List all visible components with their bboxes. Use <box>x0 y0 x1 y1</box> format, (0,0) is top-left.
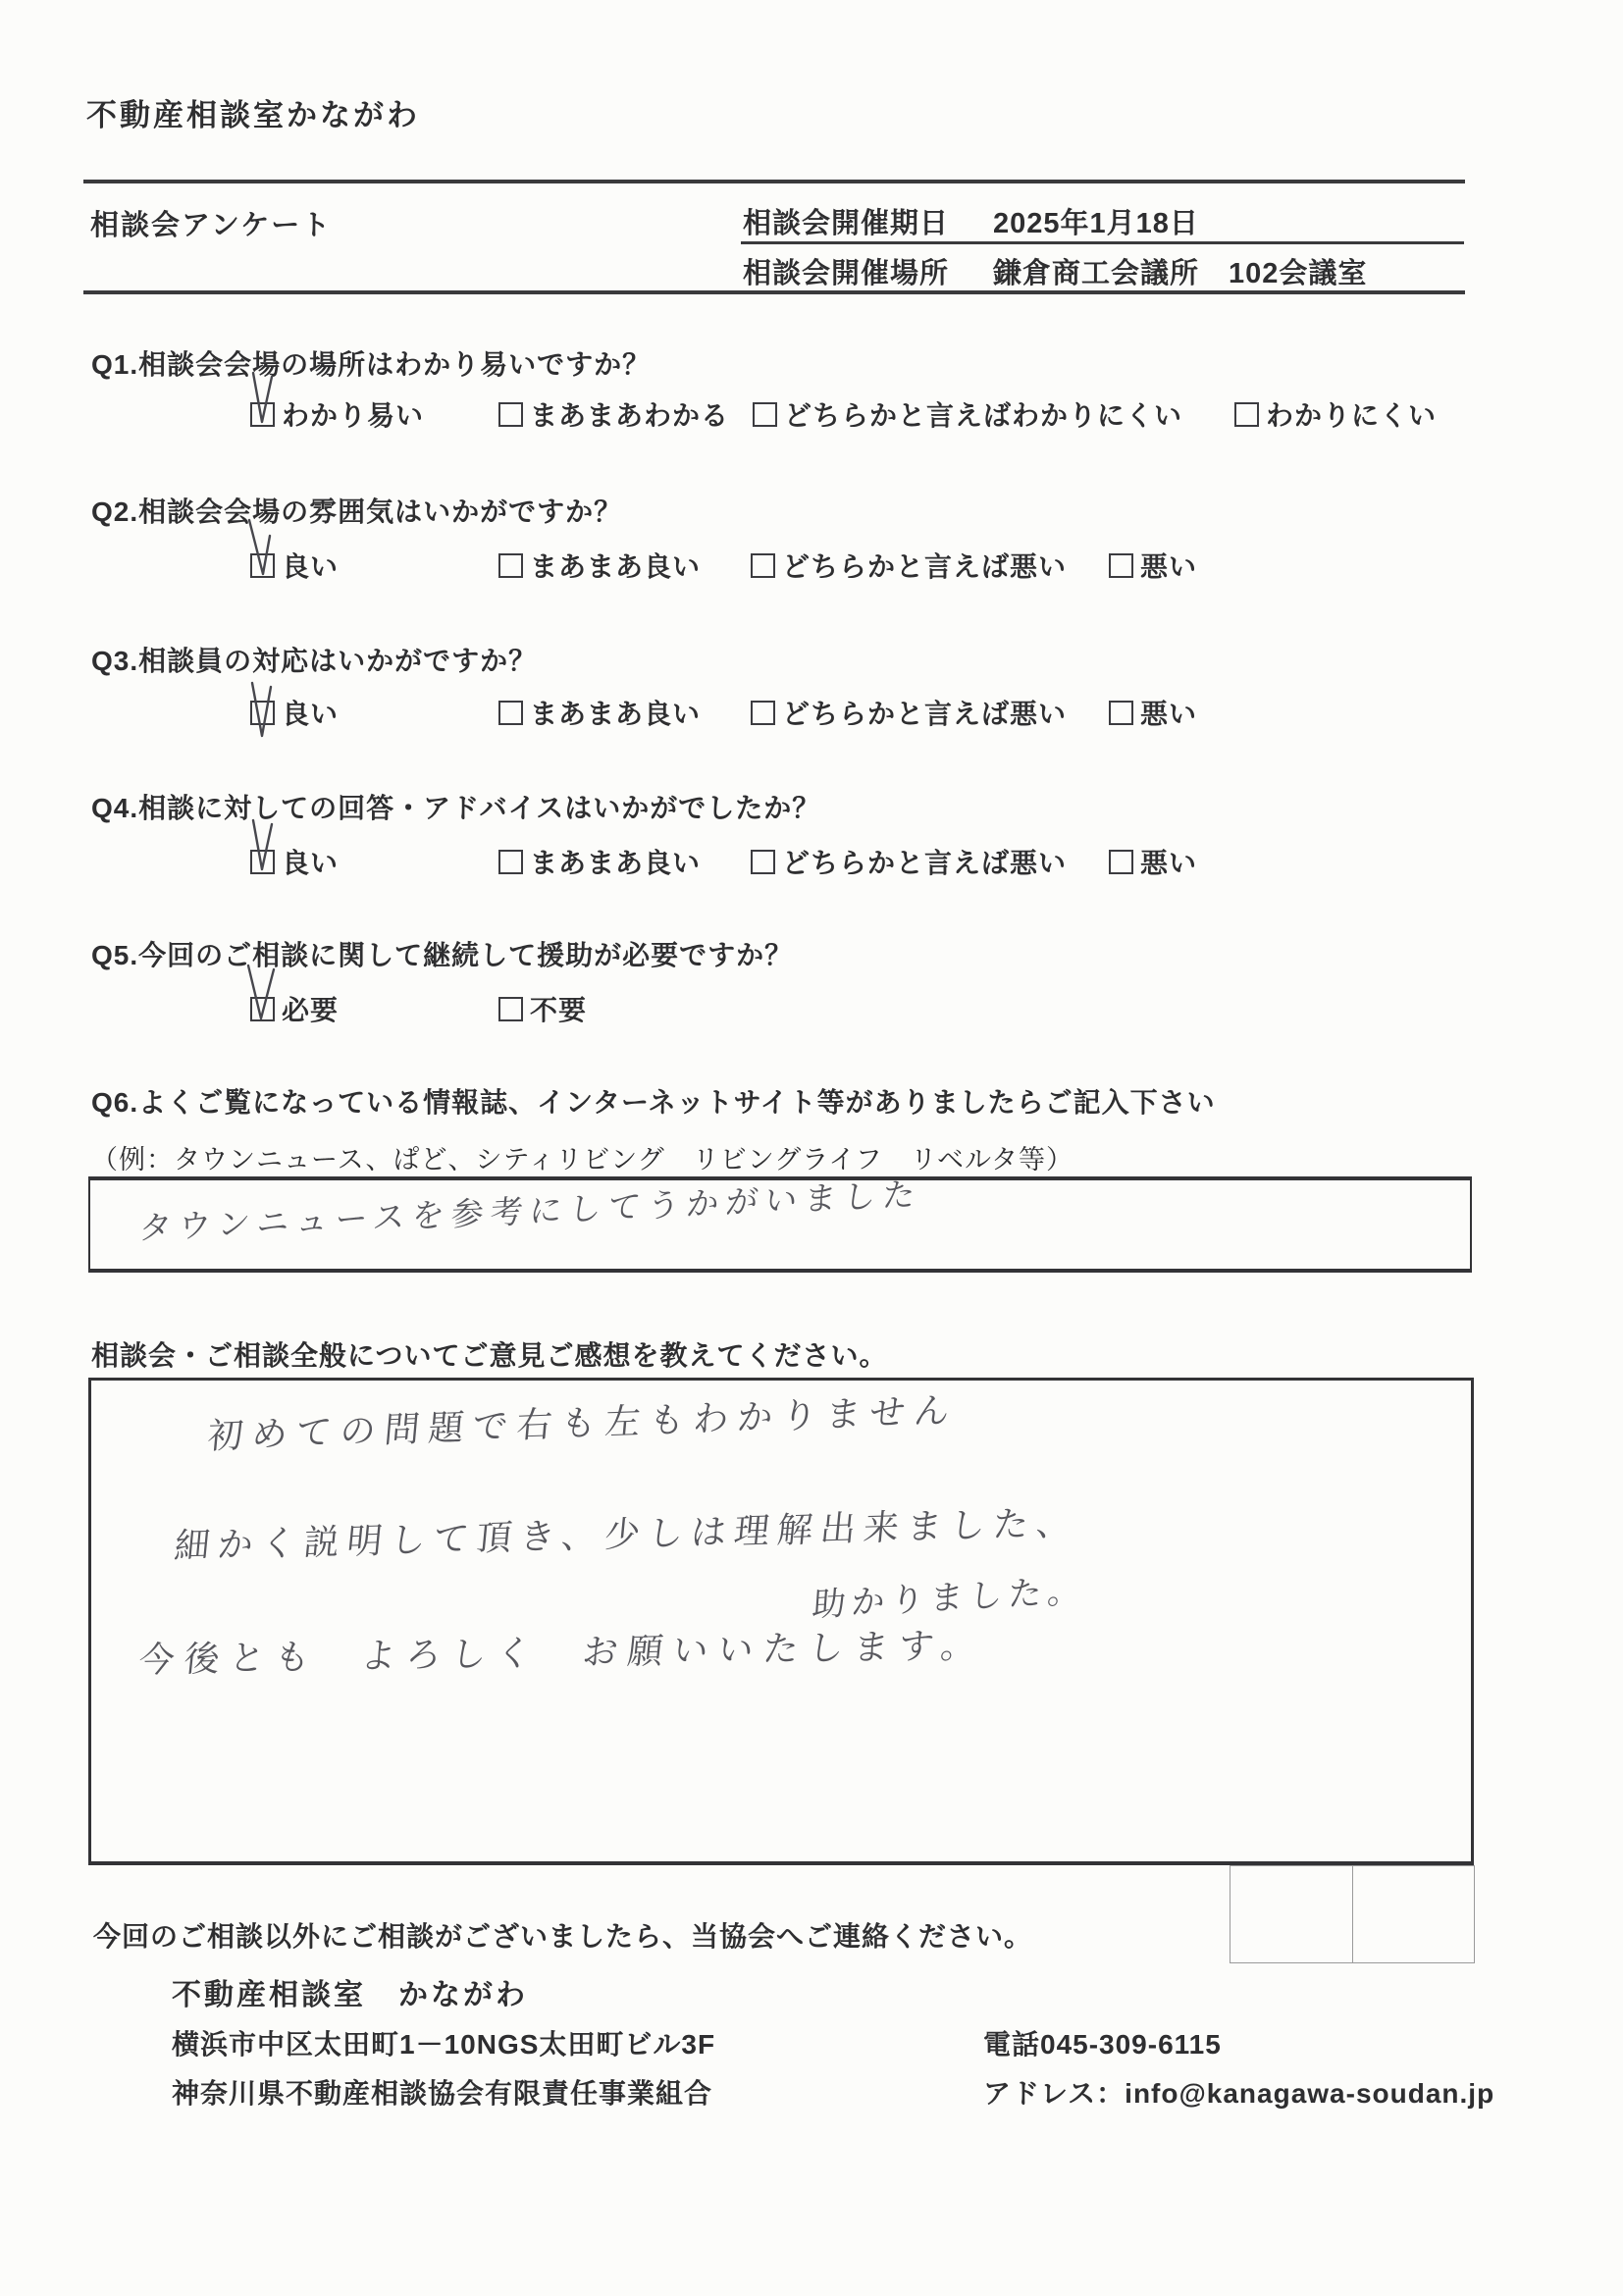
q2-option-4 <box>1109 546 1197 585</box>
event-date-value: 2025年1月18日 <box>993 208 1199 239</box>
option-label: 悪い <box>1140 699 1198 729</box>
checkbox-q4-4 <box>1109 850 1133 874</box>
option-label: どちらかと言えば悪い <box>782 699 1068 729</box>
stamp-grid <box>1230 1865 1475 1963</box>
feedback-handwritten-line-1: 初めての問題で右も左もわかりません <box>206 1389 961 1457</box>
q6-handwritten-answer: タウンニュースを参考にしてうかがいました <box>137 1175 924 1247</box>
checkbox-q3-2 <box>498 701 523 725</box>
event-place-value: 鎌倉商工会議所 102会議室 <box>993 258 1368 289</box>
question-6: Q6.よくご覧になっている情報誌、インターネットサイト等がありましたらご記入下さい <box>91 1087 1216 1118</box>
q3-option-2 <box>498 693 701 732</box>
checkbox-q3-1 <box>250 701 275 725</box>
q1-option-4 <box>1234 394 1437 434</box>
option-label: 良い <box>282 551 340 582</box>
option-label: わかり易い <box>282 400 425 431</box>
feedback-handwritten-line-3: 助かりました。 <box>811 1572 1088 1625</box>
option-label: どちらかと言えば悪い <box>782 848 1068 878</box>
option-label: 悪い <box>1140 848 1198 878</box>
q2-option-2 <box>498 546 701 585</box>
question-1: Q1.相談会会場の場所はわかり易いですか？ <box>91 349 652 380</box>
q1-option-3 <box>753 394 1182 434</box>
footer-note: 今回のご相談以外にご相談がございましたら、当協会へご連絡ください。 <box>93 1921 1033 1952</box>
q5-option-2 <box>498 989 587 1028</box>
option-label: どちらかと言えばわかりにくい <box>784 400 1183 431</box>
checkbox-q4-1 <box>250 850 275 874</box>
option-label: まあまあ良い <box>530 551 702 582</box>
footer-org-name: 不動産相談室 かながわ <box>172 1979 528 2011</box>
option-label: 良い <box>282 699 340 729</box>
option-label: まあまあ良い <box>530 699 702 729</box>
title-rule <box>83 180 1465 183</box>
footer-email: アドレス：info@kanagawa-soudan.jp <box>983 2078 1495 2109</box>
checkbox-q1-4 <box>1234 402 1259 427</box>
q1-option-1 <box>250 394 424 434</box>
option-label: 悪い <box>1140 551 1198 582</box>
q4-option-3 <box>751 842 1067 881</box>
meta-divider-rule <box>741 241 1464 244</box>
question-6-example: （例：タウンニュース、ぱど、シティリビング リビングライフ リベルタ等） <box>91 1145 1073 1174</box>
option-label: どちらかと言えば悪い <box>782 551 1068 582</box>
q4-option-1 <box>250 842 339 881</box>
footer-address-1: 横浜市中区太田町1－10NGS太田町ビル3F <box>172 2029 716 2060</box>
q4-option-2 <box>498 842 701 881</box>
option-label: 良い <box>282 848 340 878</box>
q2-option-1 <box>250 546 339 585</box>
event-place-label: 相談会開催場所 <box>743 258 950 289</box>
checkbox-q3-4 <box>1109 701 1133 725</box>
checkbox-q2-4 <box>1109 553 1133 578</box>
option-label: まあまあ良い <box>530 848 702 878</box>
option-label: 不要 <box>530 995 588 1025</box>
stamp-cell <box>1230 1866 1353 1962</box>
question-5: Q5.今回のご相談に関して継続して援助が必要ですか？ <box>91 940 794 970</box>
page-title: 不動産相談室かながわ <box>86 98 420 132</box>
option-label: 必要 <box>282 995 340 1025</box>
q3-option-1 <box>250 693 339 732</box>
checkbox-q4-2 <box>498 850 523 874</box>
header-bottom-rule <box>83 290 1465 294</box>
checkbox-q1-2 <box>498 402 523 427</box>
option-label: わかりにくい <box>1266 400 1438 431</box>
event-date-label: 相談会開催期日 <box>743 208 950 239</box>
q1-option-2 <box>498 394 729 434</box>
q4-option-4 <box>1109 842 1197 881</box>
footer-address-2: 神奈川県不動産相談協会有限責任事業組合 <box>172 2078 713 2109</box>
footer-phone: 電話045-309-6115 <box>983 2029 1222 2060</box>
question-3: Q3.相談員の対応はいかがですか？ <box>91 646 538 676</box>
checkbox-q5-2 <box>498 997 523 1021</box>
checkbox-q3-3 <box>751 701 775 725</box>
feedback-label: 相談会・ご相談全般についてご意見ご感想を教えてください。 <box>91 1340 888 1371</box>
checkbox-q4-3 <box>751 850 775 874</box>
option-label: まあまあわかる <box>530 400 730 431</box>
checkbox-q1-1 <box>250 402 275 427</box>
feedback-handwritten-line-2: 細かく説明して頂き、少しは理解出来ました、 <box>172 1501 1082 1567</box>
q3-option-4 <box>1109 693 1197 732</box>
question-2: Q2.相談会会場の雰囲気はいかがですか？ <box>91 496 623 527</box>
checkbox-q2-2 <box>498 553 523 578</box>
q3-option-3 <box>751 693 1067 732</box>
feedback-handwritten-line-4: 今後とも よろしく お願いいたします。 <box>136 1624 988 1681</box>
q5-option-1 <box>250 989 339 1028</box>
stamp-cell <box>1353 1866 1475 1962</box>
question-4: Q4.相談に対しての回答・アドバイスはいかがでしたか？ <box>91 793 821 823</box>
checkbox-q1-3 <box>753 402 777 427</box>
q2-option-3 <box>751 546 1067 585</box>
checkbox-q5-1 <box>250 997 275 1021</box>
form-subtitle: 相談会アンケート <box>90 210 333 241</box>
checkbox-q2-1 <box>250 553 275 578</box>
checkbox-q2-3 <box>751 553 775 578</box>
